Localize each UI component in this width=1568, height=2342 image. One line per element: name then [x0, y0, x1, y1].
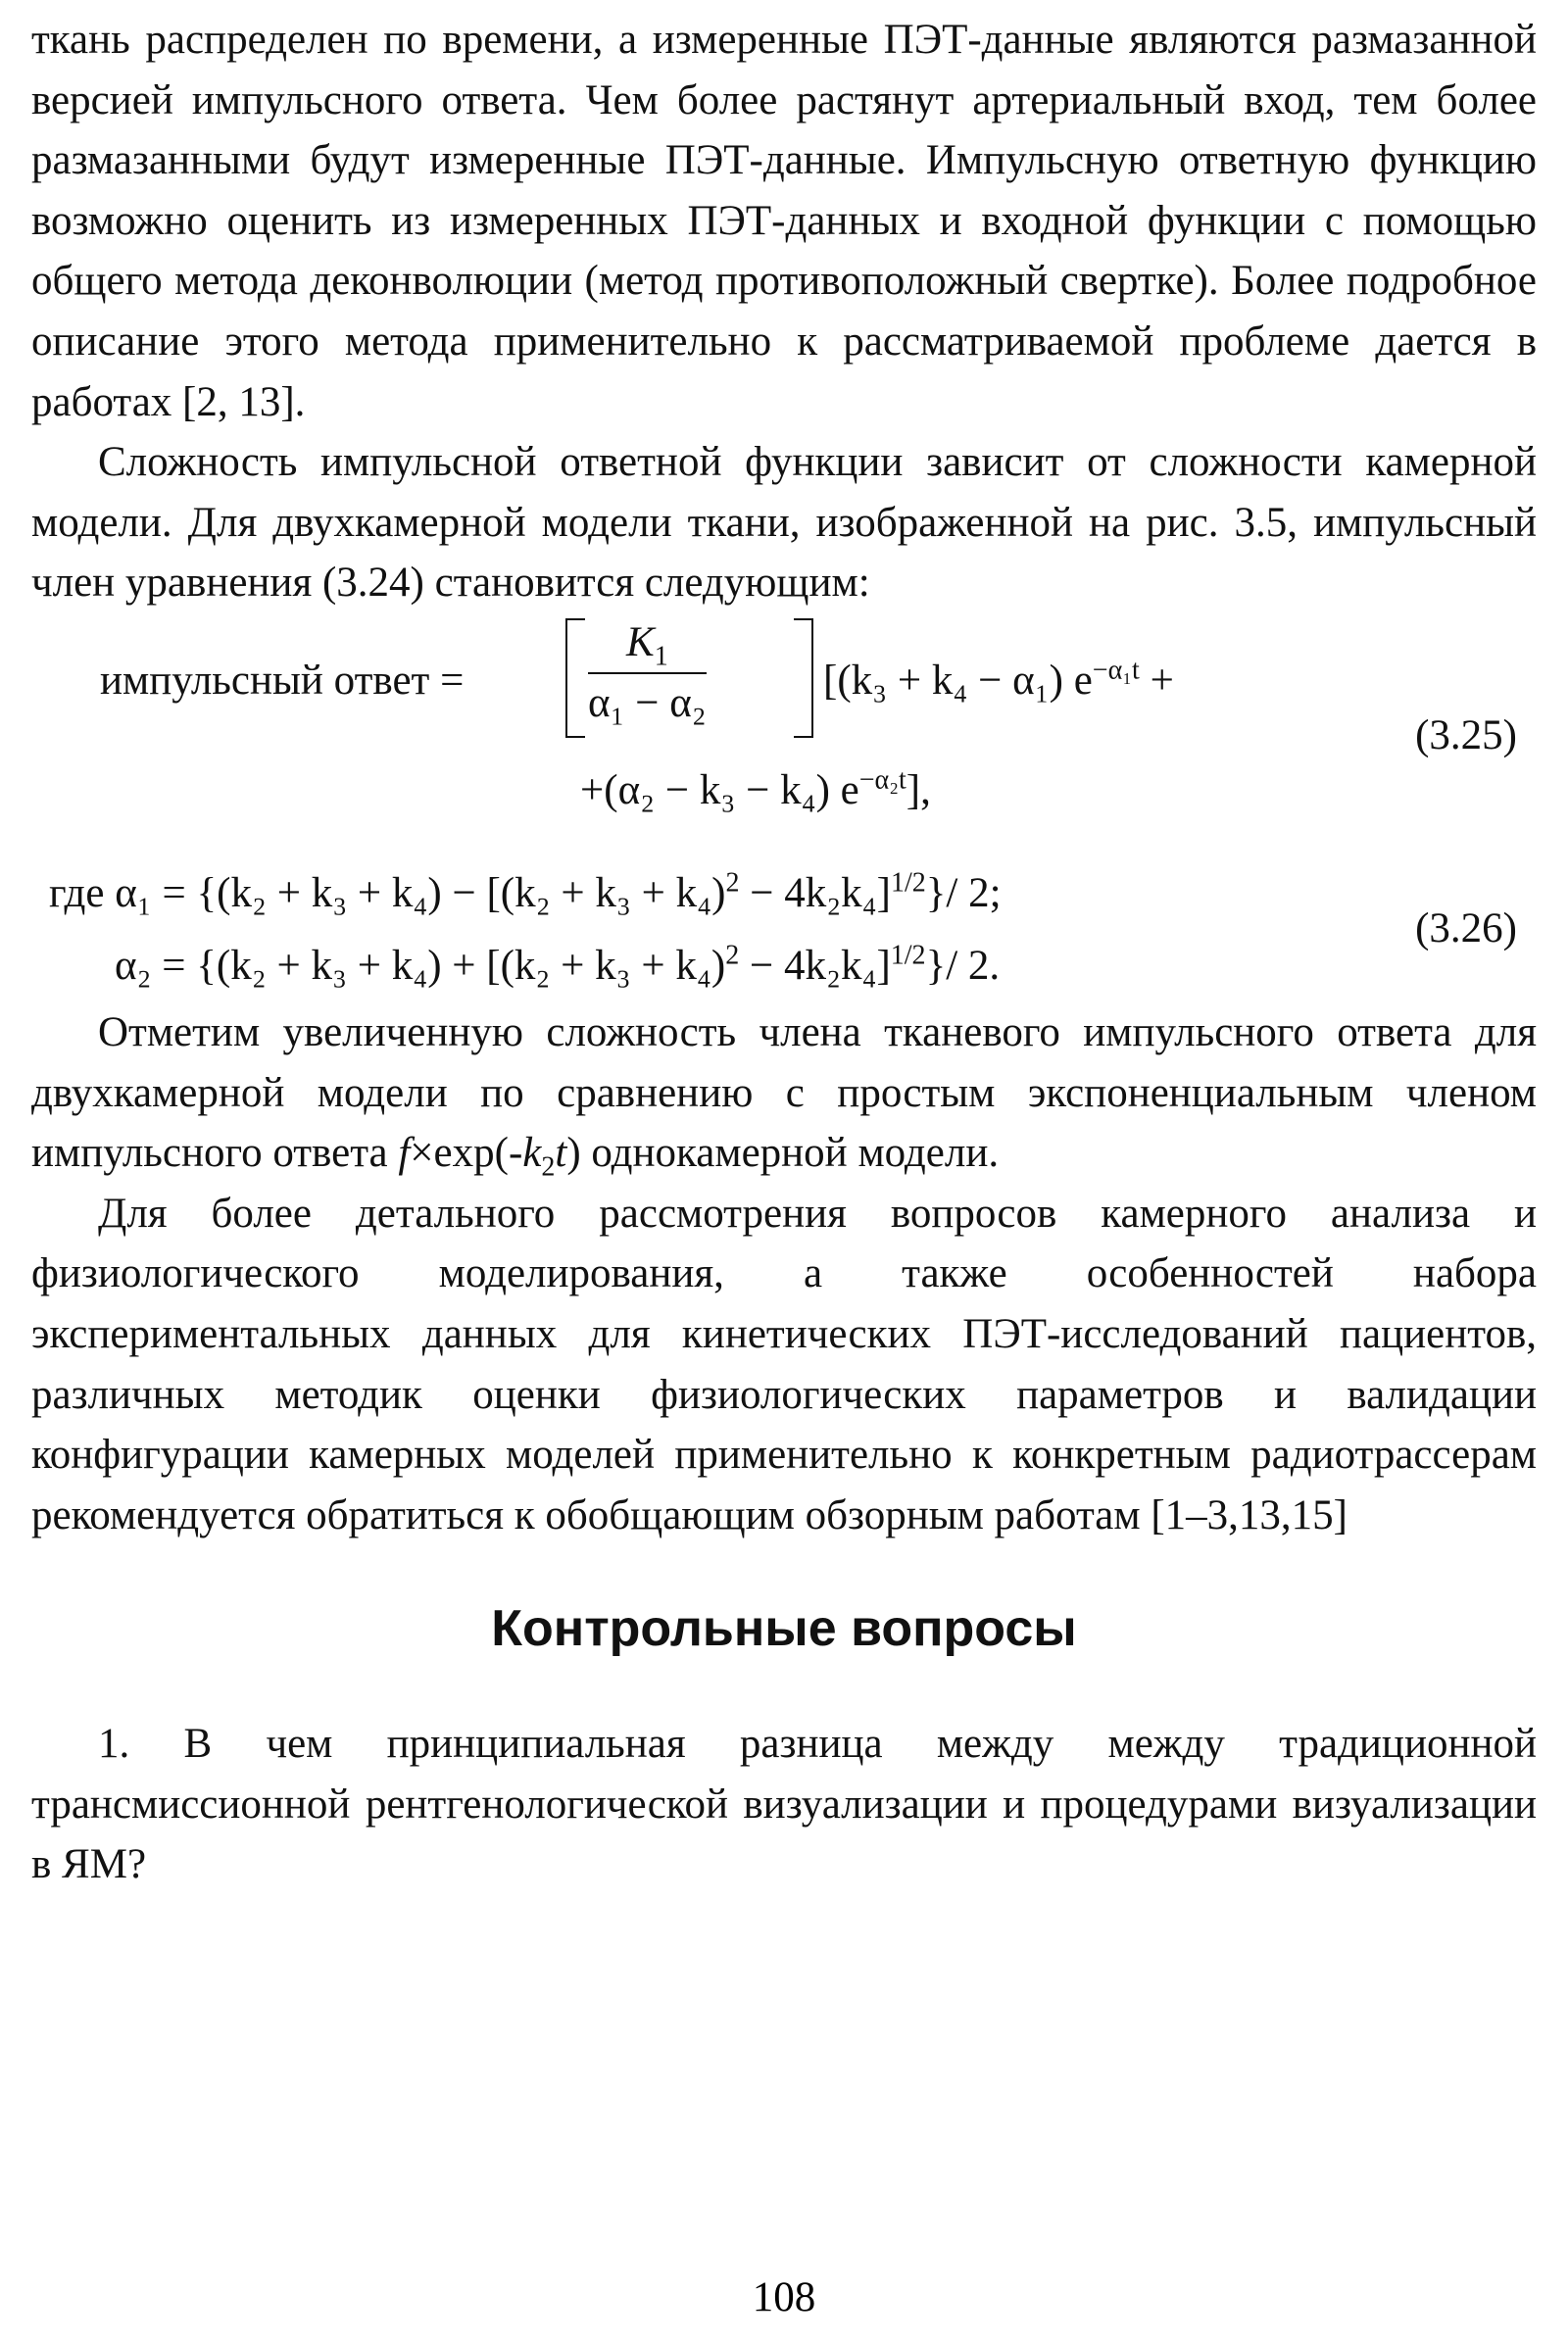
- eq326-line1-sq: 2: [725, 867, 740, 899]
- eq325-lhs: импульсный ответ =: [100, 657, 465, 704]
- eq326-line2: [115, 936, 1000, 997]
- paragraph-3-times: ×exp(-: [410, 1130, 523, 1177]
- paragraph-1: ткань распределен по времени, а измеренные ПЭТ-данные являются размазанной версией импульсного ответа. Чем более растянут артериальный вход, тем более размазанными будут измеренные ПЭТ-данные. Импульсную ответную функцию возможно оценить из измеренных ПЭТ-данных и входной функции с помощью общего метода деконволюции (метод противоположный свертке). Более подробное описание этого метода применительно к рассматриваемой проблеме дается в работах [2, 13].: [31, 17, 1537, 425]
- eq325-line2: [580, 760, 931, 821]
- eq325-line1: [823, 651, 1174, 711]
- eq326-line2-sq: 2: [725, 940, 740, 971]
- paragraph-3-f: f: [398, 1130, 411, 1177]
- page-content: [31, 10, 1537, 1895]
- paragraph-3: [31, 1002, 1537, 1184]
- eq325-line2-end: ],: [906, 766, 931, 813]
- paragraph-3-k-sub: 2: [541, 1151, 556, 1183]
- eq325-numerator-sub: 1: [654, 641, 668, 672]
- equation-3-25: [31, 613, 1537, 834]
- paragraph-3-k: k: [522, 1130, 542, 1177]
- eq325-right-bracket: [794, 618, 813, 738]
- eq326-line1-pow: 1/2: [891, 867, 926, 899]
- eq325-number: (3.25): [1415, 711, 1517, 758]
- eq325-line2-exp: −α₂t: [858, 764, 906, 796]
- paragraph-4: Для более детального рассмотрения вопросов камерного анализа и физиологического моделирования, а также особенностей набора экспериментальных данных для кинетических ПЭТ-исследований пациентов, различных методик оценки физиологических параметров и валидации конфигурации камерных моделей применительно к конкретным радиотрассерам рекомендуется обратиться к обобщающим обзорным работам [1–3,13,15]: [31, 1190, 1537, 1538]
- eq325-line1-end: +: [1139, 657, 1174, 704]
- section-heading: Контрольные вопросы: [491, 1600, 1077, 1658]
- eq326-line1-text: α₁ = {(k₂ + k₃ + k₄) − [(k₂ + k₃ + k₄): [115, 869, 726, 916]
- eq326-line2-mid: − 4k₂k₄]: [739, 942, 891, 989]
- eq326-number: (3.26): [1415, 904, 1517, 951]
- eq325-left-bracket: [565, 618, 585, 738]
- eq326-line1-end: }/ 2;: [925, 869, 1002, 916]
- eq325-line1-text: [(k₃ + k₄ − α₁) e: [823, 657, 1093, 704]
- eq326-prefix: где: [49, 869, 105, 916]
- eq326-line1: [49, 863, 1002, 924]
- paragraph-3-t: t: [555, 1130, 567, 1177]
- eq326-line2-text: α₂ = {(k₂ + k₃ + k₄) + [(k₂ + k₃ + k₄): [115, 942, 726, 989]
- eq325-line2-text: +(α₂ − k₃ − k₄) e: [580, 766, 859, 813]
- eq325-line1-exp: −α₁t: [1092, 655, 1140, 686]
- eq325-numerator: K: [626, 618, 655, 665]
- paragraph-3-after: ) однокамерной модели.: [566, 1130, 1000, 1177]
- eq325-fraction: [588, 613, 707, 733]
- equation-3-26: [31, 855, 1537, 1002]
- eq326-line2-end: }/ 2.: [925, 942, 1001, 989]
- paragraph-3-text: Отметим увеличенную сложность члена тканевого импульсного ответа для двухкамерной модели по сравнению с простым экспоненциальным членом импульсного ответа: [31, 1008, 1537, 1177]
- paragraph-2: Сложность импульсной ответной функции зависит от сложности камерной модели. Для двухкамерной модели ткани, изображенной на рис. 3.5, импульсный член уравнения (3.24) становится следующим:: [31, 439, 1537, 607]
- eq326-line2-pow: 1/2: [890, 940, 926, 971]
- question-1: 1. В чем принципиальная разница между между традиционной трансмиссионной рентгенологической визуализации и процедурами визуализации в ЯМ?: [31, 1721, 1537, 1888]
- page-number: 108: [752, 2274, 816, 2320]
- eq325-denominator: α₁ − α₂: [588, 679, 707, 726]
- eq326-line1-mid: − 4k₂k₄]: [739, 869, 891, 916]
